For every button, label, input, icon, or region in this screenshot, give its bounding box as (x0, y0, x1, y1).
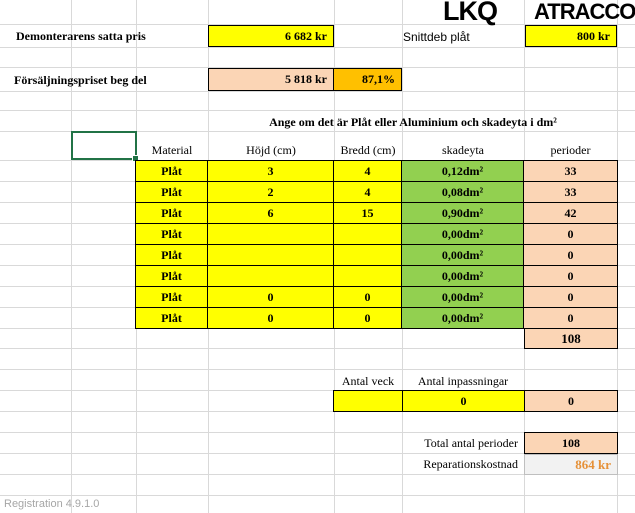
antal-inpassningar-input[interactable]: 0 (402, 390, 525, 412)
dismantler-price-label: Demonterarens satta pris (16, 29, 146, 43)
width-cell[interactable] (334, 224, 402, 245)
sales-price-label: Försäljningspriset beg del (14, 72, 147, 87)
sales-price-value[interactable]: 5 818 kr (208, 68, 334, 91)
height-cell[interactable]: 0 (208, 308, 334, 329)
periods-cell: 0 (524, 287, 618, 308)
antal-veck-label: Antal veck (341, 373, 395, 388)
height-cell[interactable] (208, 224, 334, 245)
registration-version: Registration 4.9.1.0 (4, 498, 100, 510)
periods-cell: 42 (524, 203, 618, 224)
material-cell[interactable]: Plåt (136, 266, 208, 287)
atracco-logo: ATRACCO (534, 0, 635, 24)
damage-area-cell: 0,00dm² (402, 224, 524, 245)
damage-area-cell: 0,00dm² (402, 287, 524, 308)
material-cell[interactable]: Plåt (136, 245, 208, 266)
material-cell[interactable]: Plåt (136, 308, 208, 329)
dismantler-price-value[interactable]: 6 682 kr (208, 25, 334, 47)
height-cell[interactable]: 3 (208, 161, 334, 182)
col-header-width: Bredd (cm) (340, 143, 396, 157)
antal-veck-input[interactable] (333, 390, 403, 412)
repair-cost-label: Reparationskostnad (423, 457, 518, 471)
periods-cell: 0 (524, 224, 618, 245)
antal-inpassningar-label: Antal inpassningar (417, 373, 509, 388)
damage-area-cell: 0,00dm² (402, 308, 524, 329)
table-heading: Ange om det är Plåt eller Aluminium och skadeyta i dm² (269, 114, 557, 129)
material-cell[interactable]: Plåt (136, 182, 208, 203)
height-cell[interactable] (208, 266, 334, 287)
height-cell[interactable] (208, 245, 334, 266)
sales-percent-value[interactable]: 87,1% (333, 68, 402, 91)
damage-area-cell: 0,00dm² (402, 266, 524, 287)
material-cell[interactable]: Plåt (136, 224, 208, 245)
height-cell[interactable]: 2 (208, 182, 334, 203)
periods-cell: 33 (524, 161, 618, 182)
lkq-logo: LKQ (443, 0, 497, 26)
total-periods-value: 108 (524, 432, 618, 454)
material-cell[interactable]: Plåt (136, 287, 208, 308)
material-cell[interactable]: Plåt (136, 203, 208, 224)
width-cell[interactable]: 0 (334, 308, 402, 329)
col-header-material: Material (151, 143, 193, 157)
width-cell[interactable] (334, 266, 402, 287)
height-cell[interactable]: 6 (208, 203, 334, 224)
total-periods-label: Total antal perioder (424, 436, 518, 450)
col-header-damage-area: skadeyta (442, 143, 484, 157)
periods-cell: 0 (524, 308, 618, 329)
damage-area-cell: 0,90dm² (402, 203, 524, 224)
col-header-height: Höjd (cm) (246, 143, 296, 157)
width-cell[interactable]: 4 (334, 161, 402, 182)
periods-total: 108 (524, 328, 618, 349)
damage-area-cell: 0,00dm² (402, 245, 524, 266)
width-cell[interactable]: 4 (334, 182, 402, 203)
periods-cell: 33 (524, 182, 618, 203)
material-cell[interactable]: Plåt (136, 161, 208, 182)
repair-cost-value: 864 kr (524, 454, 618, 475)
avg-sheet-label: Snittdeb plåt (403, 29, 470, 44)
col-header-periods: perioder (550, 143, 591, 157)
height-cell[interactable]: 0 (208, 287, 334, 308)
damage-area-cell: 0,08dm² (402, 182, 524, 203)
width-cell[interactable]: 15 (334, 203, 402, 224)
avg-sheet-value[interactable]: 800 kr (525, 25, 617, 47)
periods-cell: 0 (524, 266, 618, 287)
width-cell[interactable] (334, 245, 402, 266)
width-cell[interactable]: 0 (334, 287, 402, 308)
damage-area-cell: 0,12dm² (402, 161, 524, 182)
extra-periods-value: 0 (524, 390, 618, 412)
periods-cell: 0 (524, 245, 618, 266)
selected-cell[interactable] (71, 131, 137, 160)
